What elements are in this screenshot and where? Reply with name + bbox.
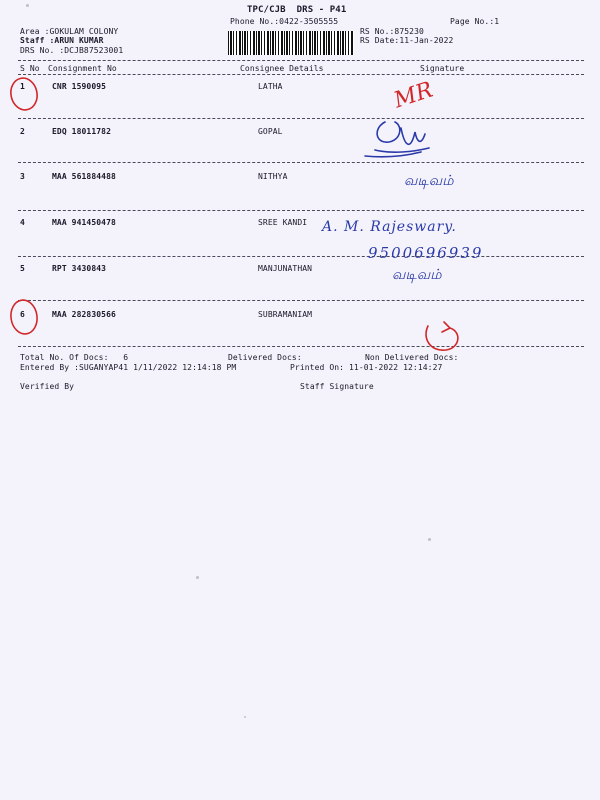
drs-number: DRS No. :DCJB87523001 (20, 46, 124, 55)
row-consignment: EDQ 18011782 (52, 127, 111, 136)
column-header-sno: S No (20, 64, 40, 73)
divider (18, 300, 584, 301)
row-sno: 3 (20, 172, 25, 181)
divider (18, 162, 584, 163)
divider (18, 60, 584, 61)
column-header-signature: Signature (420, 64, 465, 73)
row-consignee: MANJUNATHAN (258, 264, 313, 273)
page-number: Page No.:1 (450, 17, 500, 26)
row-sno: 4 (20, 218, 25, 227)
row-consignment: RPT 3430843 (52, 264, 107, 273)
divider (18, 118, 584, 119)
handwritten-phone: 9500696939 (368, 244, 484, 262)
row-consignment: MAA 941450478 (52, 218, 116, 227)
row-consignment: CNR 1590095 (52, 82, 107, 91)
printed-on: Printed On: 11-01-2022 12:14:27 (290, 363, 443, 372)
paper-speck (196, 576, 199, 579)
handwritten-signature (355, 108, 435, 164)
handwritten-name: வடிவம் (404, 173, 454, 189)
row-consignee: LATHA (258, 82, 283, 91)
handwritten-name: வடிவம் (392, 267, 442, 283)
row-sno: 1 (20, 82, 25, 91)
divider (18, 346, 584, 347)
column-header-consignee: Consignee Details (240, 64, 324, 73)
red-circle-mark (6, 296, 42, 338)
row-consignment: MAA 282830566 (52, 310, 116, 319)
delivered-docs: Delivered Docs: (228, 353, 302, 362)
row-sno: 5 (20, 264, 25, 273)
row-consignment: MAA 561884488 (52, 172, 116, 181)
divider (18, 210, 584, 211)
row-sno: 6 (20, 310, 25, 319)
staff-label: Staff :ARUN KUMAR (20, 36, 104, 45)
total-docs: Total No. Of Docs: 6 (20, 353, 129, 362)
entered-by: Entered By :SUGANYAP41 1/11/2022 12:14:18 PM (20, 363, 237, 372)
row-consignee: GOPAL (258, 127, 283, 136)
rs-number: RS No.:875230 (360, 27, 424, 36)
divider (18, 74, 584, 75)
paper-speck (244, 716, 246, 718)
paper-speck (26, 4, 29, 7)
row-consignee: NITHYA (258, 172, 288, 181)
row-consignee: SUBRAMANIAM (258, 310, 313, 319)
row-consignee: SREE KANDI (258, 218, 308, 227)
rs-date: RS Date:11-Jan-2022 (360, 36, 454, 45)
document-title: TPC/CJB DRS - P41 (247, 5, 347, 15)
verified-by: Verified By (20, 382, 75, 391)
column-header-consignment: Consignment No (48, 64, 117, 73)
phone-number: Phone No.:0422-3505555 (230, 17, 339, 26)
red-circle-mark (6, 74, 42, 114)
divider (18, 256, 584, 257)
row-sno: 2 (20, 127, 25, 136)
paper-speck (428, 538, 431, 541)
staff-signature-label: Staff Signature (300, 382, 374, 391)
handwritten-initials: MR (390, 77, 437, 114)
handwritten-name: A. M. Rajeswary. (322, 219, 457, 235)
area-label: Area :GOKULAM COLONY (20, 27, 119, 36)
red-scribble-mark (420, 318, 468, 358)
barcode (228, 31, 354, 55)
non-delivered-docs: Non Delivered Docs: (365, 353, 459, 362)
